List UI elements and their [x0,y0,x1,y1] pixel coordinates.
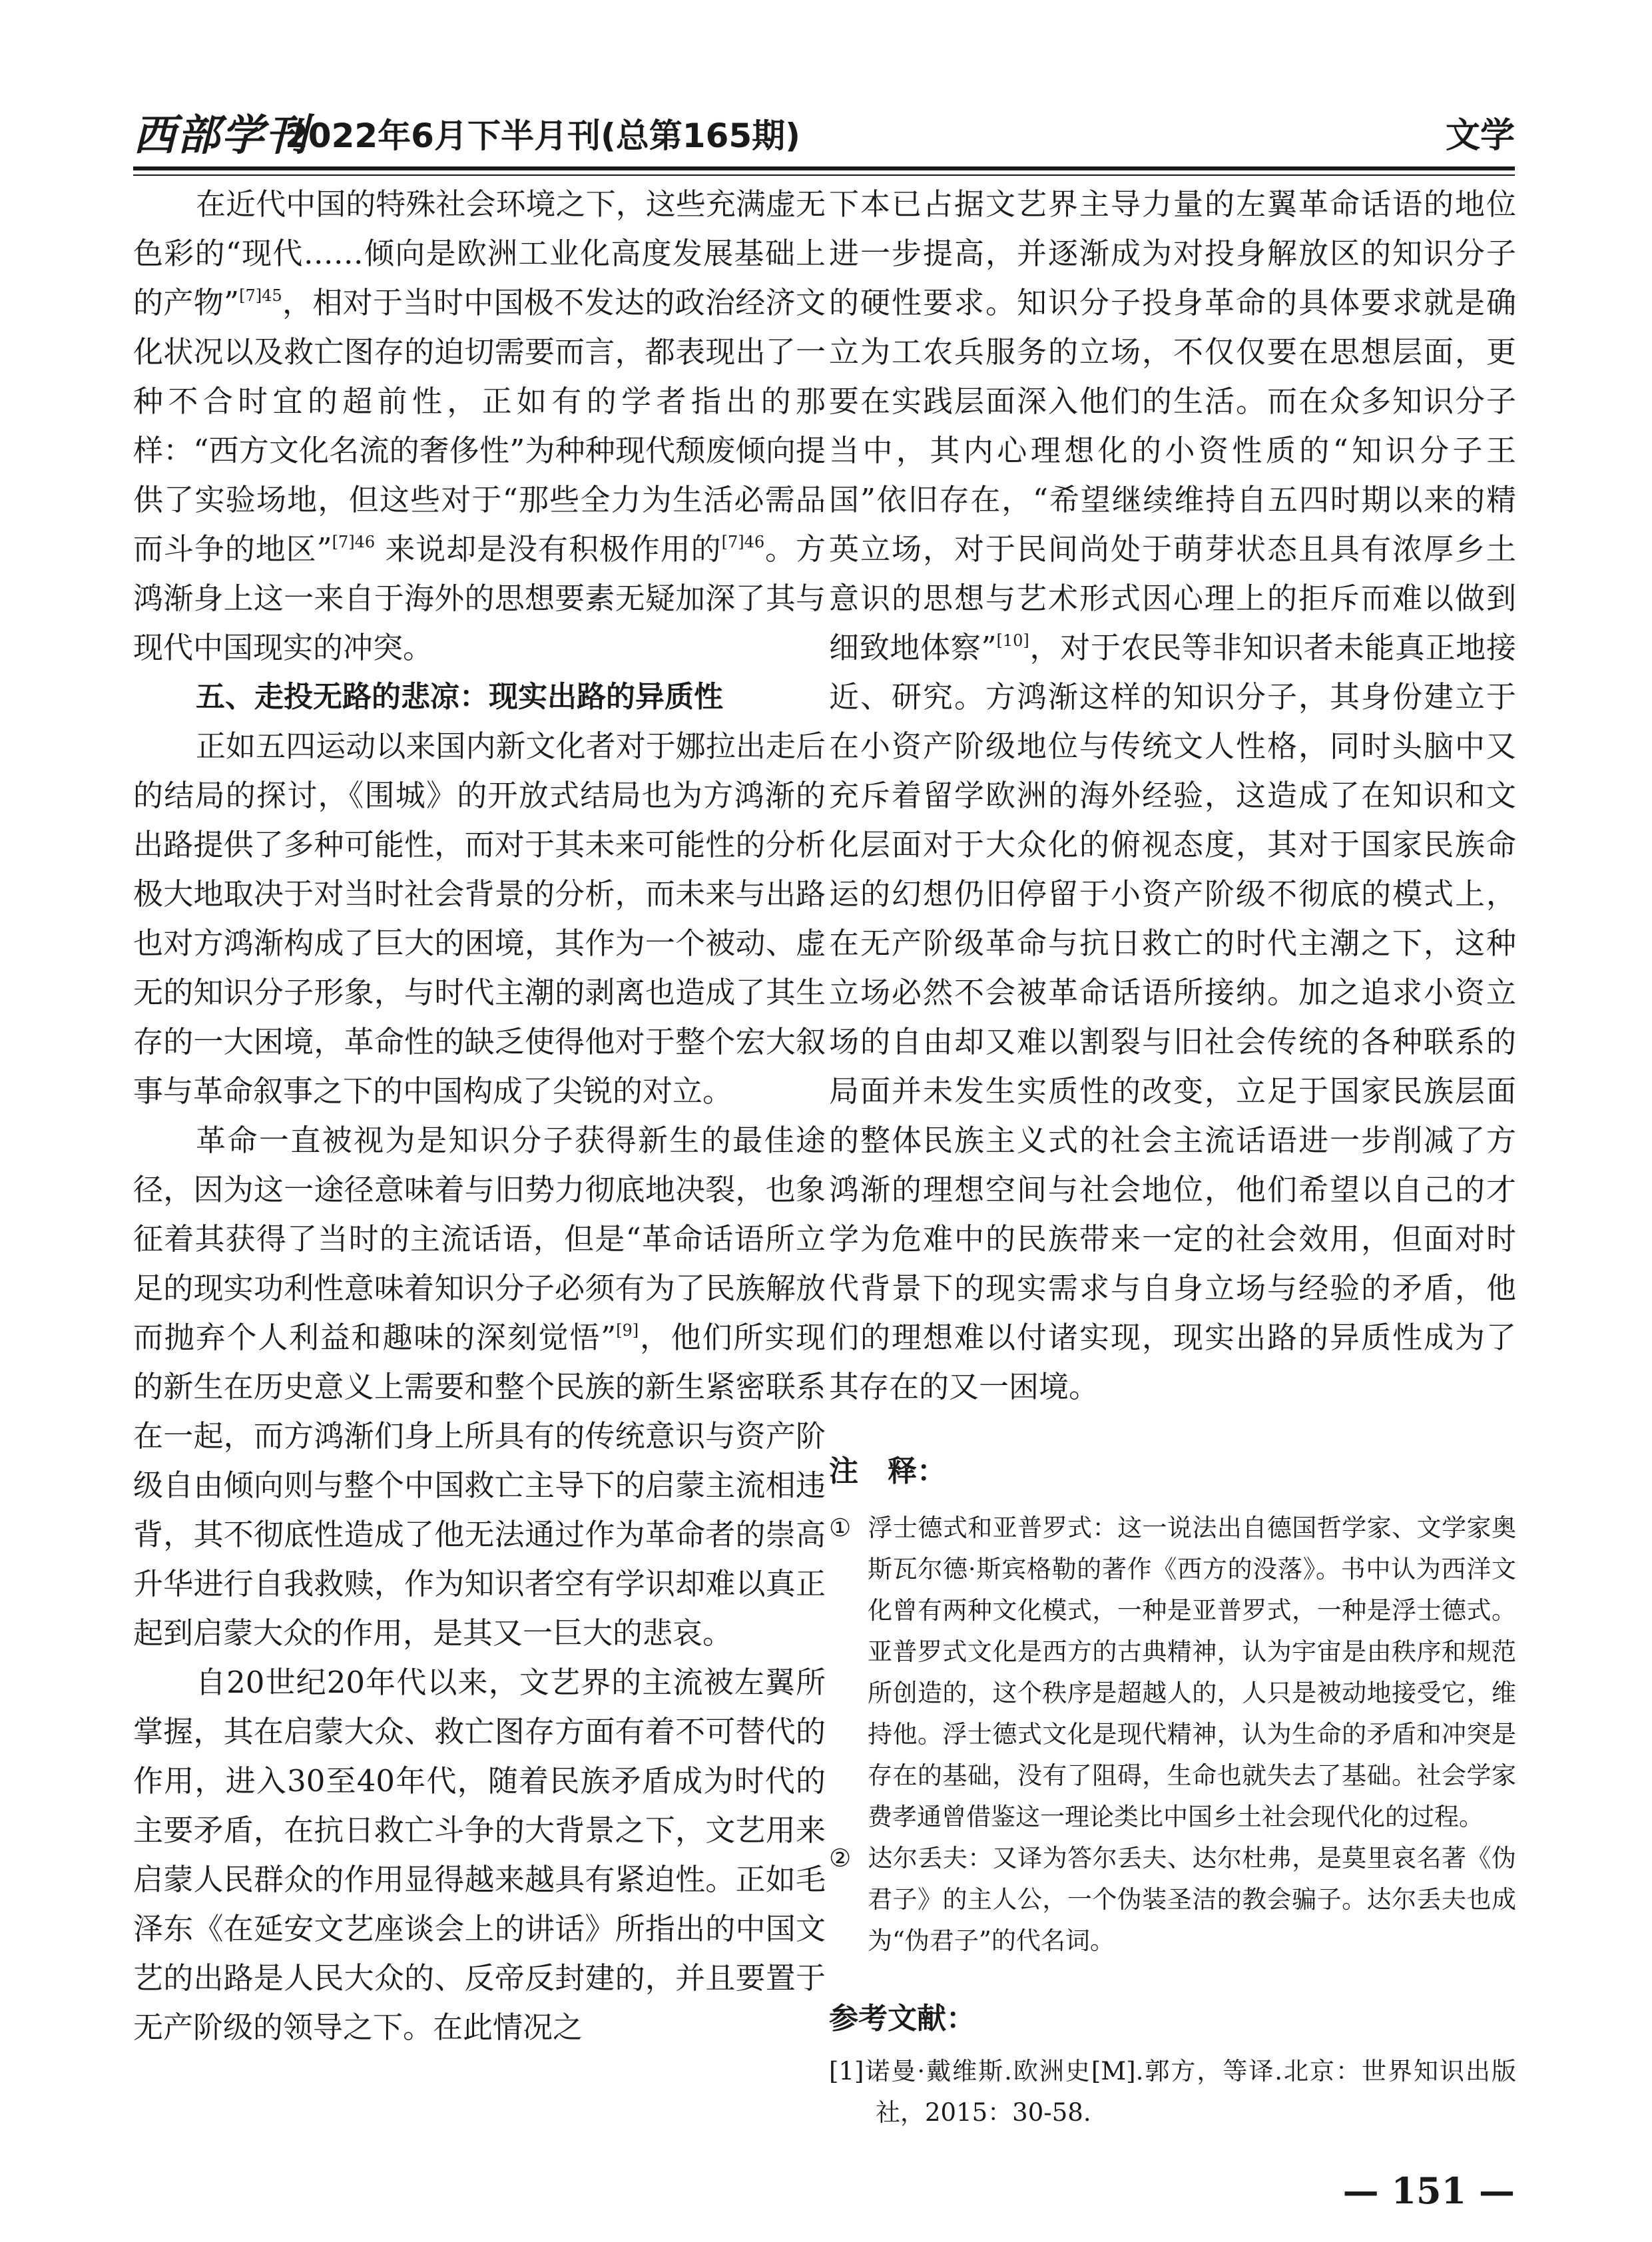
citation: [9] [616,1321,639,1340]
note-item: ② 达尔丢夫：又译为答尔丢夫、达尔杜弗，是莫里哀名著《伪君子》的主人公，一个伪装圣洁的教会骗子。达尔丢夫也成为“伪君子”的代名词。 [829,1844,1516,1955]
header-rule-thin [133,174,1515,176]
issue-info: 2022年6月下半月刊(总第165期) [285,117,801,155]
header-rule-thick [133,166,1515,170]
paragraph: 革命一直被视为是知识分子获得新生的最佳途径，因为这一途径意味着与旧势力彻底地决裂，也象征着其获得了当时的主流话语，但是“革命话语所立足的现实功利性意味着知识分子必须有为了民族解放而抛弃个人利益和趣味的深刻觉悟”[9]，他们所实现的新生在历史意义上需要和整个民族的新生紧密联系在一起，而方鸿渐们身上所具有的传统意识与资产阶级自由倾向则与整个中国救亡主导下的启蒙主流相违背，其不彻底性造成了他无法通过作为革命者的崇高升华进行自我救赎，作为知识者空有学识却难以真正起到启蒙大众的作用，是其又一巨大的悲哀。 [133,1123,826,1651]
references-title: 参考文献： [829,2002,975,2036]
notes-title: 注 释： [829,1454,946,1488]
paragraph: 自20世纪20年代以来，文艺界的主流被左翼所掌握，其在启蒙大众、救亡图存方面有着不可替代的作用，进入30至40年代，随着民族矛盾成为时代的主要矛盾，在抗日救亡斗争的大背景之下，文艺用来启蒙人民群众的作用显得越来越具有紧迫性。正如毛泽东《在延安文艺座谈会上的讲话》所指出的中国文艺的出路是人民大众的、反帝反封建的，并且要置于无产阶级的领导之下。在此情况之 [133,1665,826,2045]
notes-list [829,1508,1516,1962]
citation: [7]45 [239,286,282,305]
running-header [133,107,1515,160]
page-number: — 151 — [1342,2169,1515,2212]
paragraph: 在近代中国的特殊社会环境之下，这些充满虚无色彩的“现代……倾向是欧洲工业化高度发展基础上的产物”$^{[7]45}$，相对于当时中国极不发达的政治经济文化状况以及救亡图存的迫切需要而言，都表现出了一种不合时宜的超前性，正如有的学者指出的那样：“西方文化名流的奢侈性”为种种现代颓废倾向提供了实验场地，但这些对于“那些全力为生活必需品而斗争的地区”$^{[7]46}$ 来说却是没有积极作用的$^{[7]46}$。方鸿渐身上这一来自于海外的思想要素无疑加深了其与现代中国现实的冲突。 [133,186,826,665]
section-heading: 五、走投无路的悲凉：现实出路的异质性 [196,680,723,714]
journal-logo: 西部学刊 [133,111,309,160]
citation: [10] [996,631,1029,650]
right-column [829,180,1516,2133]
paragraph: 下本已占据文艺界主导力量的左翼革命话语的地位进一步提高，并逐渐成为对投身解放区的知识分子的硬性要求。知识分子投身革命的具体要求就是确立为工农兵服务的立场，不仅仅要在思想层面，更要在实践层面深入他们的生活。而在众多知识分子当中，其内心理想化的小资性质的“知识分子王国”依旧存在，“希望继续维持自五四时期以来的精英立场，对于民间尚处于萌芽状态且具有浓厚乡土意识的思想与艺术形式因心理上的拒斥而难以做到细致地体察”[10]，对于农民等非知识者未能真正地接近、研究。方鸿渐这样的知识分子，其身份建立于在小资产阶级地位与传统文人性格，同时头脑中又充斥着留学欧洲的海外经验，这造成了在知识和文化层面对于大众化的俯视态度，其对于国家民族命运的幻想仍旧停留于小资产阶级不彻底的模式上，在无产阶级革命与抗日救亡的时代主潮之下，这种立场必然不会被革命话语所接纳。加之追求小资立场的自由却又难以割裂与旧社会传统的各种联系的局面并未发生实质性的改变，立足于国家民族层面的整体民族主义式的社会主流话语进一步削减了方鸿渐的理想空间与社会地位，他们希望以自己的才学为危难中的民族带来一定的社会效用，但面对时代背景下的现实需求与自身立场与经验的矛盾，他们的理想难以付诸实现，现实出路的异质性成为了其存在的又一困境。 [829,186,1516,1404]
section-name: 文学 [1445,116,1515,156]
citation: [7]46 [332,533,376,551]
citation: [7]46 [721,533,765,551]
reference-item: [1]诺曼·戴维斯.欧洲史[M].郭方，等译.北京：世界知识出版社，2015：30-58. [829,2057,1516,2127]
paragraph: 正如五四运动以来国内新文化者对于娜拉出走后的结局的探讨，《围城》的开放式结局也为方鸿渐的出路提供了多种可能性，而对于其未来可能性的分析极大地取决于对当时社会背景的分析，而未来与出路也对方鸿渐构成了巨大的困境，其作为一个被动、虚无的知识分子形象，与时代主潮的剥离也造成了其生存的一大困境，革命性的缺乏使得他对于整个宏大叙事与革命叙事之下的中国构成了尖锐的对立。 [133,728,826,1109]
left-column [133,180,826,2052]
note-item: ① 浮士德式和亚普罗式：这一说法出自德国哲学家、文学家奥斯瓦尔德·斯宾格勒的著作《西方的没落》。书中认为西洋文化曾有两种文化模式，一种是亚普罗式，一种是浮士德式。亚普罗式文化是西方的古典精神，认为宇宙是由秩序和规范所创造的，这个秩序是超越人的，人只是被动地接受它，维持他。浮士德式文化是现代精神，认为生命的矛盾和冲突是存在的基础，没有了阻碍，生命也就失去了基础。社会学家费孝通曾借鉴这一理论类比中国乡土社会现代化的过程。 [829,1514,1516,1831]
